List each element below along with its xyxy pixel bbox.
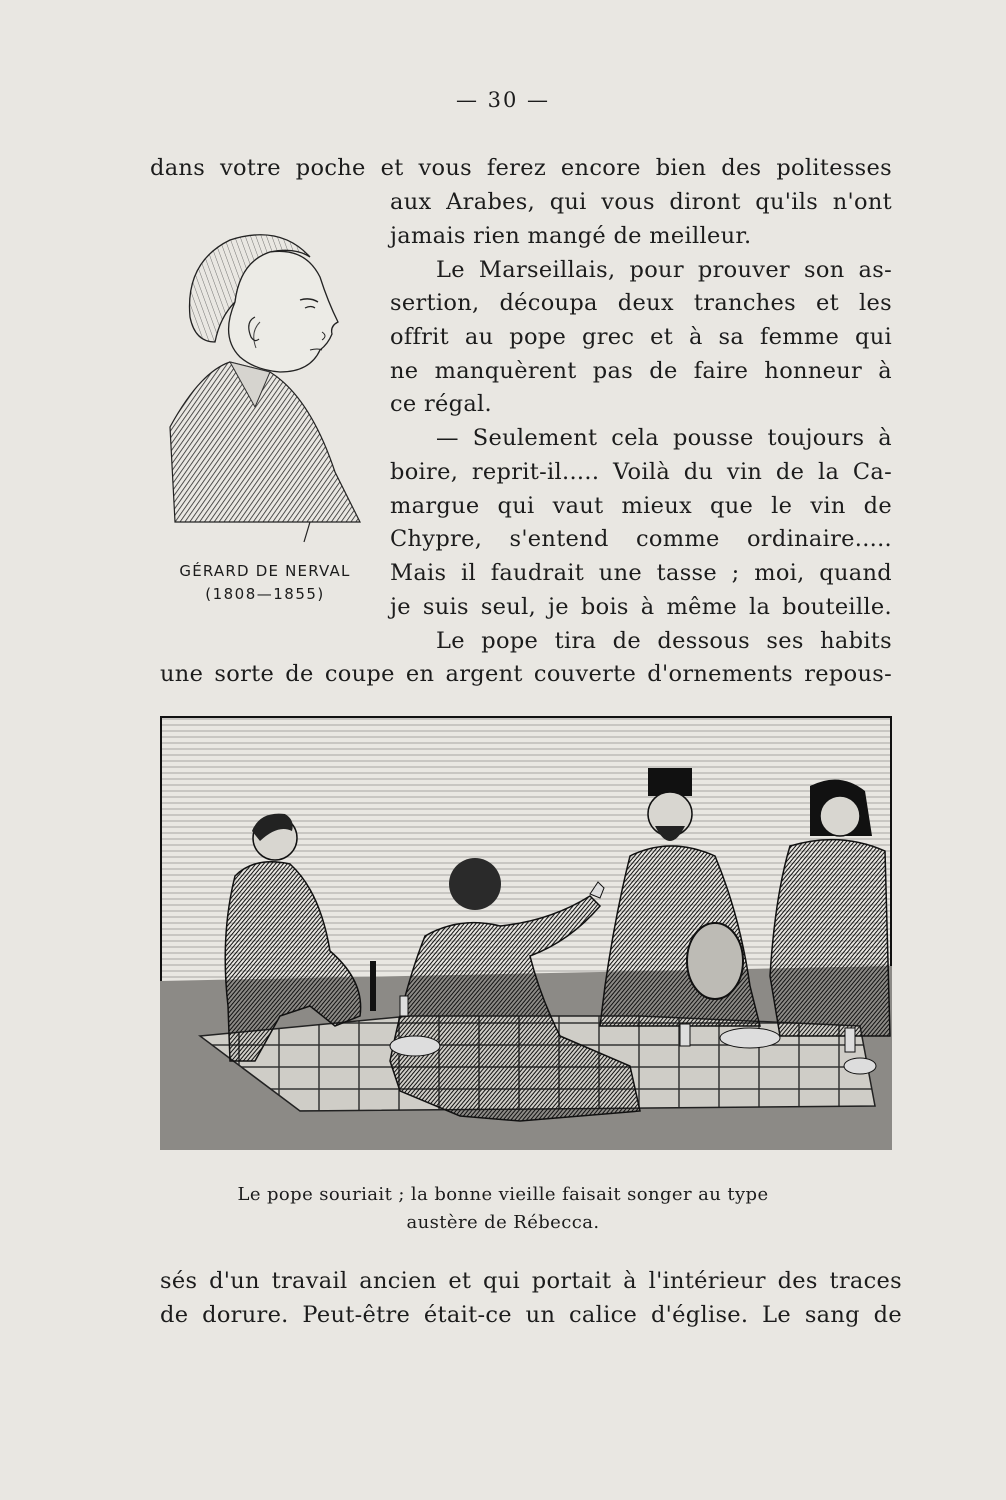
portrait-caption-dates: (1808—1855) xyxy=(205,585,325,603)
text-line: sertion, découpa deux tranches et les xyxy=(390,290,892,316)
text-line: jamais rien mangé de meilleur. xyxy=(390,223,752,249)
engraving-illustration xyxy=(160,716,892,1150)
text-line: margue qui vaut mieux que le vin de xyxy=(390,493,892,519)
text-line: Le pope tira de dessous ses habits xyxy=(436,628,892,654)
text-line: sés d'un travail ancien et qui portait à l'intérieur des traces xyxy=(160,1268,902,1294)
text-line: Le Marseillais, pour prouver son as- xyxy=(436,257,892,283)
text-line: aux Arabes, qui vous diront qu'ils n'ont xyxy=(390,189,892,215)
text-line: ne manquèrent pas de faire honneur à xyxy=(390,358,892,384)
text-line: boire, reprit-il..... Voilà du vin de la Ca- xyxy=(390,459,892,485)
text-line: de dorure. Peut-être était-ce un calice d'église. Le sang de xyxy=(160,1302,902,1328)
portrait-engraving xyxy=(160,222,370,552)
page-number: — 30 — xyxy=(455,88,551,112)
illustration-caption-line: austère de Rébecca. xyxy=(406,1212,600,1233)
portrait-caption-name: GÉRARD DE NERVAL xyxy=(179,562,351,580)
text-line: je suis seul, je bois à même la bouteille. xyxy=(390,594,892,620)
text-line: offrit au pope grec et à sa femme qui xyxy=(390,324,892,350)
illustration-caption-line: Le pope souriait ; la bonne vieille faisait songer au type xyxy=(237,1184,769,1205)
text-line: Chypre, s'entend comme ordinaire..... xyxy=(390,526,892,552)
text-line: Mais il faudrait une tasse ; moi, quand xyxy=(390,560,892,586)
text-line: une sorte de coupe en argent couverte d'ornements repous- xyxy=(160,661,892,687)
text-line: dans votre poche et vous ferez encore bien des politesses xyxy=(150,155,892,181)
text-line: — Seulement cela pousse toujours à xyxy=(436,425,892,451)
text-line: ce régal. xyxy=(390,391,493,417)
